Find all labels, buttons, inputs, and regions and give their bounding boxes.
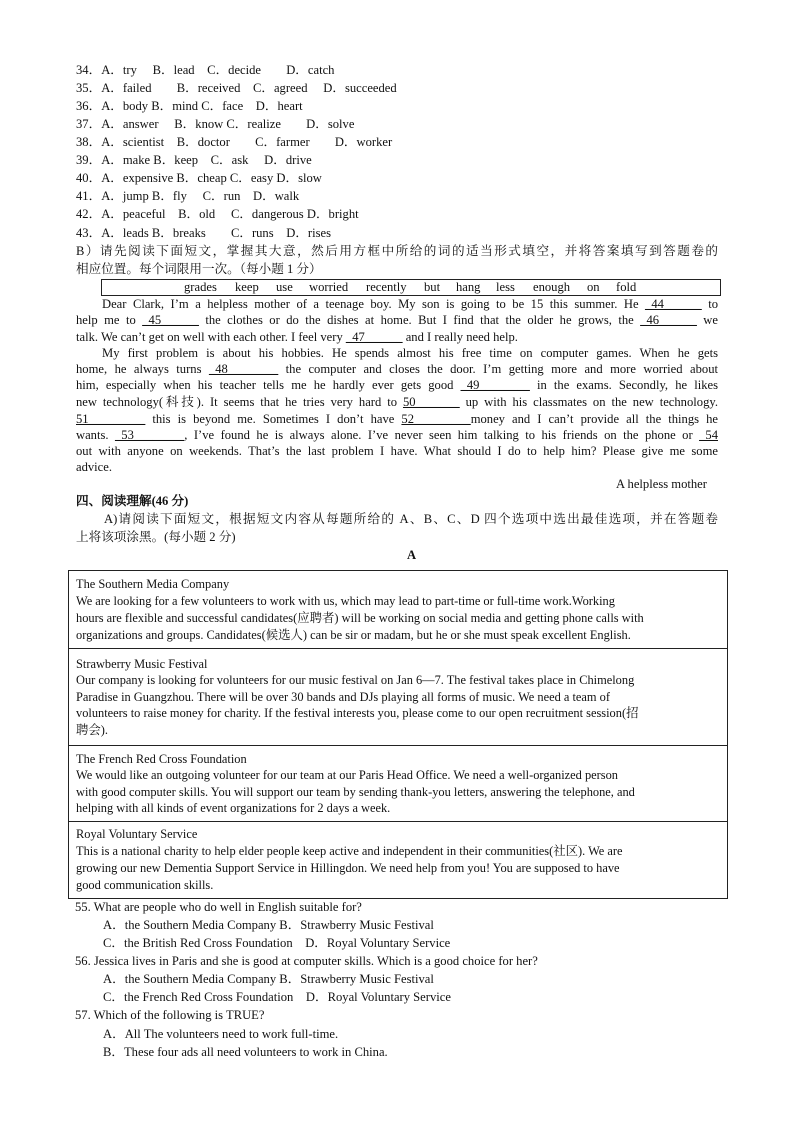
ad-title: Strawberry Music Festival	[76, 657, 208, 671]
word-bank-item: fold	[616, 280, 637, 294]
choice-line-39: 39．A．make B．keep C．ask D．drive	[76, 153, 312, 167]
blank-47: _47______	[345, 330, 403, 344]
passage-line: My first problem is about his hobbies. He spends almost his free time on computer games. When he gets	[102, 346, 718, 360]
ad-line: 聘会).	[76, 723, 109, 737]
question-option: B．These four ads all need volunteers to work in China.	[103, 1045, 388, 1059]
ad-french-red-cross	[69, 745, 727, 821]
ad-title: The Southern Media Company	[76, 577, 230, 591]
choice-line-37: 37．A．answer B．know C．realize D．solve	[76, 117, 355, 131]
ad-line: hours are flexible and successful candidates(应聘者) will be working on social media and getting phone calls with	[76, 611, 644, 625]
word-bank-item: but	[424, 280, 441, 294]
passage-line: wants. _53________, I’ve found he is always alone. I’ve never seen him talking to his friends on the phone or _54	[76, 428, 718, 442]
ad-line: helping with all kinds of event organizations for 2 days a week.	[76, 801, 391, 815]
ad-line: good communication skills.	[76, 878, 214, 892]
choice-line-43: 43．A．leads B．breaks C．runs D．rises	[76, 226, 331, 240]
section-title: 四、阅读理解(46 分)	[76, 494, 189, 508]
question-option: A．the Southern Media Company B．Strawberry Music Festival	[103, 972, 434, 986]
passage-line: new technology(科技). It seems that he tries very hard to 50_______ up with his classmates on the new technology.	[76, 395, 718, 409]
choice-line-42: 42．A．peaceful B．old C．dangerous D．bright	[76, 207, 359, 221]
blank-49: _49________	[460, 378, 530, 392]
passage-label: A	[407, 548, 417, 562]
word-bank-item: on	[587, 280, 600, 294]
section-iv-instruction: A)请阅读下面短文，根据短文内容从每题所给的 A、B、C、D 四个选项中选出最佳选项，并在答题卷	[104, 512, 718, 526]
word-bank-item: recently	[366, 280, 407, 294]
ad-line: This is a national charity to help elder people keep active and independent in their communities(社区). We are	[76, 844, 623, 858]
choice-line-40: 40．A．expensive B．cheap C．easy D．slow	[76, 171, 322, 185]
question-option: C．the British Red Cross Foundation D．Royal Voluntary Service	[103, 936, 451, 950]
blank-51: 51_________	[76, 412, 146, 426]
blank-54: _54	[699, 428, 718, 442]
section-b-instruction-2: 相应位置。每个词限用一次。（每小题 1 分）	[76, 262, 322, 276]
ad-southern-media	[69, 571, 727, 647]
word-bank-item: grades	[184, 280, 217, 294]
blank-52: 52_________	[401, 412, 471, 426]
ad-line: Paradise in Guangzhou. There will be over 30 bands and DJs playing all forms of music. We need a team of	[76, 690, 610, 704]
passage-line: out with anyone on weekends. That’s the last problem I have. What should I do to help him? Please give me some	[76, 444, 718, 458]
word-bank-item: enough	[533, 280, 571, 294]
blank-44: _44______	[645, 297, 702, 311]
blank-46: _46______	[640, 313, 697, 327]
choice-line-41: 41．A．jump B．fly C．run D．walk	[76, 189, 300, 203]
question-55: 55. What are people who do well in English suitable for?	[75, 900, 362, 914]
question-option: A．All The volunteers need to work full-time.	[103, 1027, 339, 1041]
ads-box	[68, 570, 728, 899]
blank-53: _53________	[114, 428, 185, 442]
ad-royal-voluntary	[69, 821, 727, 899]
blank-48: _48________	[208, 362, 279, 376]
choice-line-34: 34．A．try B．lead C．decide D．catch	[76, 63, 335, 77]
word-bank-item: hang	[456, 280, 481, 294]
section-b-instruction: B）请先阅读下面短文，掌握其大意，然后用方框中所给的词的适当形式填空，并将答案填写到答题卷的	[76, 244, 718, 258]
passage-line: Dear Clark, I’m a helpless mother of a teenage boy. My son is going to be 15 this summer. He _44______ to	[102, 297, 718, 311]
word-bank-item: worried	[309, 280, 349, 294]
passage-line: advice.	[76, 460, 113, 474]
word-bank-item: use	[276, 280, 293, 294]
ad-line: We would like an outgoing volunteer for our team at our Paris Head Office. We need a well-organized person	[76, 768, 618, 782]
choice-line-35: 35．A．failed B．received C．agreed D．succeeded	[76, 81, 397, 95]
question-57: 57. Which of the following is TRUE?	[75, 1008, 265, 1022]
passage-line: talk. We can’t get on well with each other. I feel very _47______ and I really need help.	[76, 330, 518, 344]
ad-title: The French Red Cross Foundation	[76, 752, 247, 766]
passage-line: help me to _45______ the clothes or do the dishes at home. But I find that the older he grows, the _46______ we	[76, 313, 718, 327]
passage-line: home, he always turns _48________ the computer and closes the door. I’m getting more and more worried about	[76, 362, 718, 376]
ad-line: We are looking for a few volunteers to work with us, which may lead to part-time or full-time work.Working	[76, 594, 615, 608]
passage-line: 51_________ this is beyond me. Sometimes I don’t have 52_________money and I can’t provide all the things he	[76, 412, 718, 426]
ad-line: with good computer skills. You will support our team by sending thank-you letters, answering the telephone, and	[76, 785, 635, 799]
section-iv-instruction-2: 上将该项涂黑。(每小题 2 分)	[76, 530, 236, 544]
question-option: A．the Southern Media Company B．Strawberry Music Festival	[103, 918, 434, 932]
ad-line: organizations and groups. Candidates(候选人) can be sir or madam, but he or she must speak excellent English.	[76, 628, 631, 642]
ad-title: Royal Voluntary Service	[76, 827, 198, 841]
ad-strawberry-festival	[69, 648, 727, 745]
ad-line: Our company is looking for volunteers for our music festival on Jan 6—7. The festival takes place in Chimelong	[76, 673, 635, 687]
question-56: 56. Jessica lives in Paris and she is good at computer skills. Which is a good choice for her?	[75, 954, 538, 968]
blank-45: _45______	[142, 313, 199, 327]
ad-line: growing our new Dementia Support Service in Hillingdon. We need help from you! You are supposed to have	[76, 861, 620, 875]
word-bank-item: keep	[235, 280, 259, 294]
passage-line: him, especially when his teacher tells me he hardly ever gets good _49________ in the exams. Secondly, he likes	[76, 378, 719, 392]
question-option: C．the French Red Cross Foundation D．Royal Voluntary Service	[103, 990, 451, 1004]
choice-line-38: 38．A．scientist B．doctor C．farmer D．worker	[76, 135, 393, 149]
word-bank-item: less	[496, 280, 515, 294]
choice-line-36: 36．A．body B．mind C．face D．heart	[76, 99, 303, 113]
ad-line: volunteers to raise money for charity. If the festival interests you, please come to our open recruitment session(招	[76, 706, 639, 720]
word-bank-box	[101, 279, 721, 296]
letter-signature: A helpless mother	[616, 477, 707, 491]
blank-50: 50_______	[402, 395, 460, 409]
